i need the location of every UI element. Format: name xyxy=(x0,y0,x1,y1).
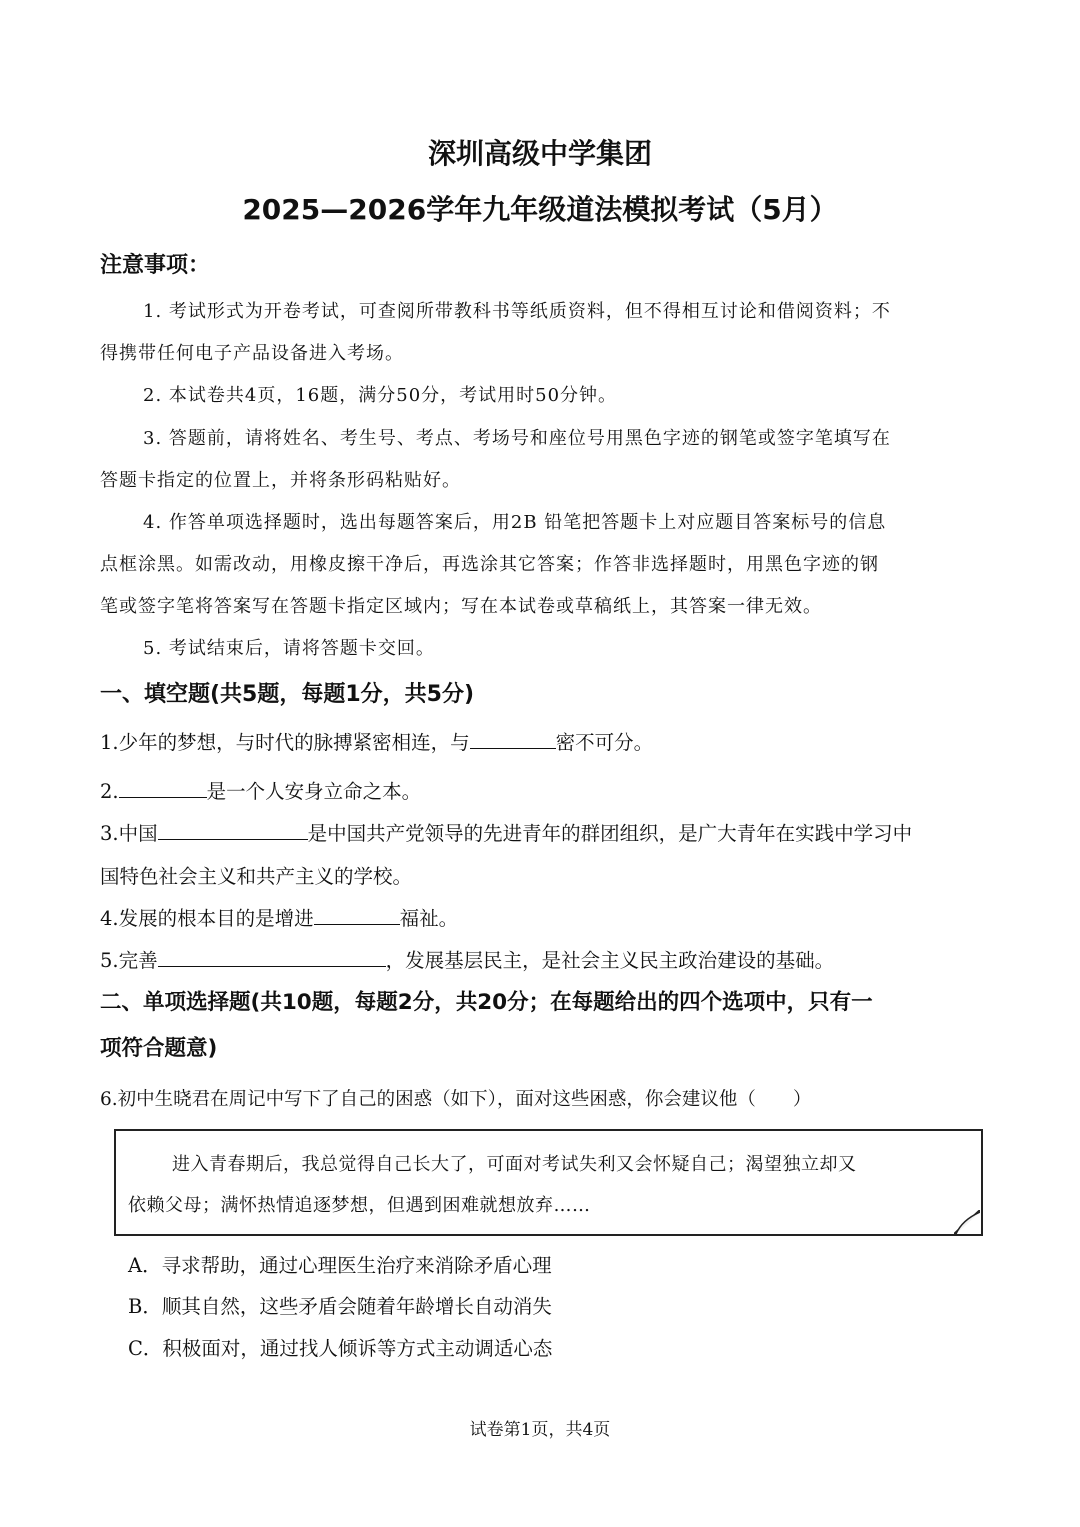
question-6-stem: 6.初中生晓君在周记中写下了自己的困惑（如下），面对这些困惑，你会建议他（ ） xyxy=(100,1089,812,1110)
q2-text-end: 是一个人安身立命之本。 xyxy=(206,780,422,803)
answer-blank xyxy=(119,777,207,798)
answer-blank xyxy=(158,946,386,967)
q3-text-end: 是中国共产党领导的先进青年的群团组织，是广大青年在实践中学习中 xyxy=(307,822,913,845)
diary-line: 依赖父母；满怀热情追逐梦想，但遇到困难就想放弃…… xyxy=(128,1195,591,1216)
note-line: 点框涂黑。如需改动，用橡皮擦干净后，再选涂其它答案；作答非选择题时，用黑色字迹的钢 xyxy=(100,554,879,575)
note-line: 5. 考试结束后，请将答题卡交回。 xyxy=(143,638,435,659)
answer-blank xyxy=(470,728,556,749)
question-5 xyxy=(100,945,834,973)
question-3 xyxy=(100,818,912,846)
q4-text-end: 福祉。 xyxy=(399,907,459,930)
section1-heading: 一、填空题(共5题，每题1分，共5分) xyxy=(100,682,475,707)
answer-blank xyxy=(158,819,308,840)
q5-text-end: ，发展基层民主，是社会主义民主政治建设的基础。 xyxy=(385,949,835,972)
q1-text: 1.少年的梦想，与时代的脉搏紧密相连，与 xyxy=(100,731,470,754)
page-fold-icon xyxy=(954,1210,980,1234)
q2-text: 2. xyxy=(100,780,119,803)
exam-title: 2025—2026学年九年级道法模拟考试（5月） xyxy=(242,193,838,226)
section2-heading-line2: 项符合题意) xyxy=(100,1036,218,1061)
page-number: 试卷第1页，共4页 xyxy=(469,1420,611,1440)
q5-text: 5.完善 xyxy=(100,949,158,972)
diary-line: 进入青春期后，我总觉得自己长大了，可面对考试失利又会怀疑自己；渴望独立却又 xyxy=(172,1154,857,1175)
note-line: 得携带任何电子产品设备进入考场。 xyxy=(100,343,404,364)
note-line: 4. 作答单项选择题时，选出每题答案后，用2B 铅笔把答题卡上对应题目答案标号的信息 xyxy=(143,512,887,533)
question-1 xyxy=(100,727,653,755)
question-3-line2: 国特色社会主义和共产主义的学校。 xyxy=(100,865,413,888)
option-a: A．寻求帮助，通过心理医生治疗来消除矛盾心理 xyxy=(128,1254,552,1277)
option-b: B．顺其自然，这些矛盾会随着年龄增长自动消失 xyxy=(128,1295,552,1318)
note-line: 2. 本试卷共4页，16题，满分50分，考试用时50分钟。 xyxy=(143,385,618,406)
answer-blank xyxy=(314,904,400,925)
section2-heading: 二、单项选择题(共10题，每题2分，共20分；在每题给出的四个选项中，只有一 xyxy=(100,990,873,1015)
q3-text: 3.中国 xyxy=(100,822,158,845)
school-title: 深圳高级中学集团 xyxy=(427,137,652,170)
notes-heading: 注意事项： xyxy=(100,253,211,278)
note-line: 3. 答题前，请将姓名、考生号、考点、考场号和座位号用黑色字迹的钢笔或签字笔填写在 xyxy=(143,428,891,449)
question-2 xyxy=(100,776,421,804)
note-line: 笔或签字笔将答案写在答题卡指定区域内；写在本试卷或草稿纸上，其答案一律无效。 xyxy=(100,596,822,617)
diary-excerpt-box xyxy=(114,1129,983,1236)
option-c: C．积极面对，通过找人倾诉等方式主动调适心态 xyxy=(128,1337,553,1360)
q1-text-end: 密不可分。 xyxy=(555,731,654,754)
question-4 xyxy=(100,903,458,931)
note-line: 答题卡指定的位置上，并将条形码粘贴好。 xyxy=(100,470,461,491)
note-line: 1. 考试形式为开卷考试，可查阅所带教科书等纸质资料，但不得相互讨论和借阅资料；不 xyxy=(143,301,891,322)
q4-text: 4.发展的根本目的是增进 xyxy=(100,907,314,930)
